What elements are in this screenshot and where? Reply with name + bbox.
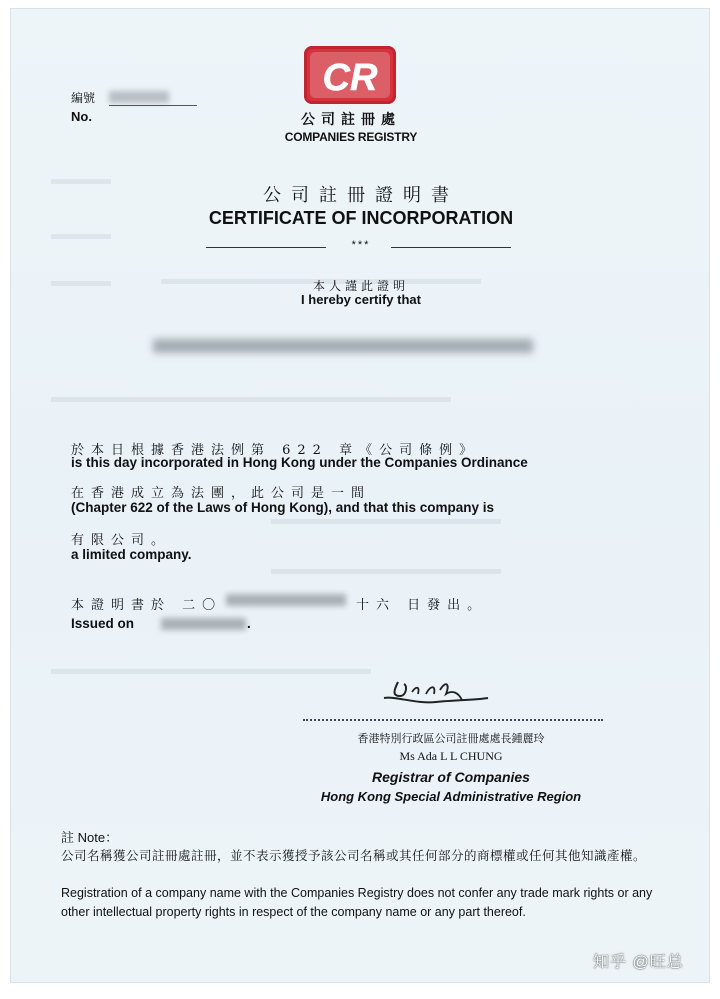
note-text-en: Registration of a company name with the Companies Registry does not confer any trade mark rights or any other intellectual property rights in respect of the company name or any part thereof.	[61, 886, 653, 919]
ornament-stars: ***	[351, 239, 371, 251]
registry-name-en: COMPANIES REGISTRY	[284, 130, 418, 144]
cr-logo	[304, 46, 396, 104]
body-line2-cn: 在香港成立為法團，此公司是一間	[71, 486, 372, 501]
registrar-signature	[376, 674, 496, 719]
certificate-page	[10, 8, 710, 983]
issued-suffix-cn: 十六 日發出。	[356, 598, 488, 613]
registrar-region: Hong Kong Special Administrative Region	[320, 789, 582, 804]
body-line3-cn: 有限公司。	[71, 533, 172, 548]
certify-text-cn: 本人謹此證明	[312, 279, 409, 293]
registrar-name-cn: 香港特別行政區公司註冊處處長鍾麗玲	[357, 732, 545, 745]
certificate-title-cn: 公司註冊證明書	[263, 185, 459, 206]
certify-text-en: I hereby certify that	[301, 292, 421, 307]
zhihu-watermark: 知乎 @旺总	[593, 954, 684, 971]
number-label-en: No.	[71, 109, 92, 124]
body-line1-en: is this day incorporated in Hong Kong under the Companies Ordinance	[71, 455, 528, 470]
number-label-cn: 編號	[71, 91, 96, 105]
body-line1-cn: 於本日根據香港法例第 622 章《公司條例》	[71, 443, 480, 458]
issued-suffix-en: .	[247, 616, 251, 631]
issued-prefix-cn: 本證明書於 二〇	[71, 598, 223, 613]
issued-label-en: Issued on	[71, 616, 135, 631]
redacted-company-name	[153, 339, 533, 353]
registrar-title: Registrar of Companies	[372, 769, 530, 785]
redacted-issue-date-cn	[226, 594, 346, 606]
number-underline	[109, 105, 197, 106]
background-print	[51, 669, 371, 674]
body-line3-en: a limited company.	[71, 547, 192, 562]
note-heading: 註 Note：	[61, 830, 119, 845]
background-print	[271, 519, 501, 524]
registrar-name-en: Ms Ada L L CHUNG	[399, 749, 503, 763]
svg-text:CR: CR	[322, 57, 378, 99]
body-line2-en: (Chapter 622 of the Laws of Hong Kong), and that this company is	[71, 500, 495, 515]
ornament-line-right	[391, 247, 511, 248]
signature-dotted-line	[303, 719, 603, 721]
note-text-cn: 公司名稱獲公司註冊處註冊，並不表示獲授予該公司名稱或其任何部分的商標權或任何其他知識產權。	[61, 848, 647, 863]
redacted-number	[109, 91, 169, 103]
certificate-title-en: CERTIFICATE OF INCORPORATION	[208, 208, 514, 228]
registry-name-cn: 公司註冊處	[301, 111, 401, 127]
background-print	[271, 569, 501, 574]
background-print	[51, 397, 451, 402]
redacted-issue-date-en	[161, 618, 246, 630]
